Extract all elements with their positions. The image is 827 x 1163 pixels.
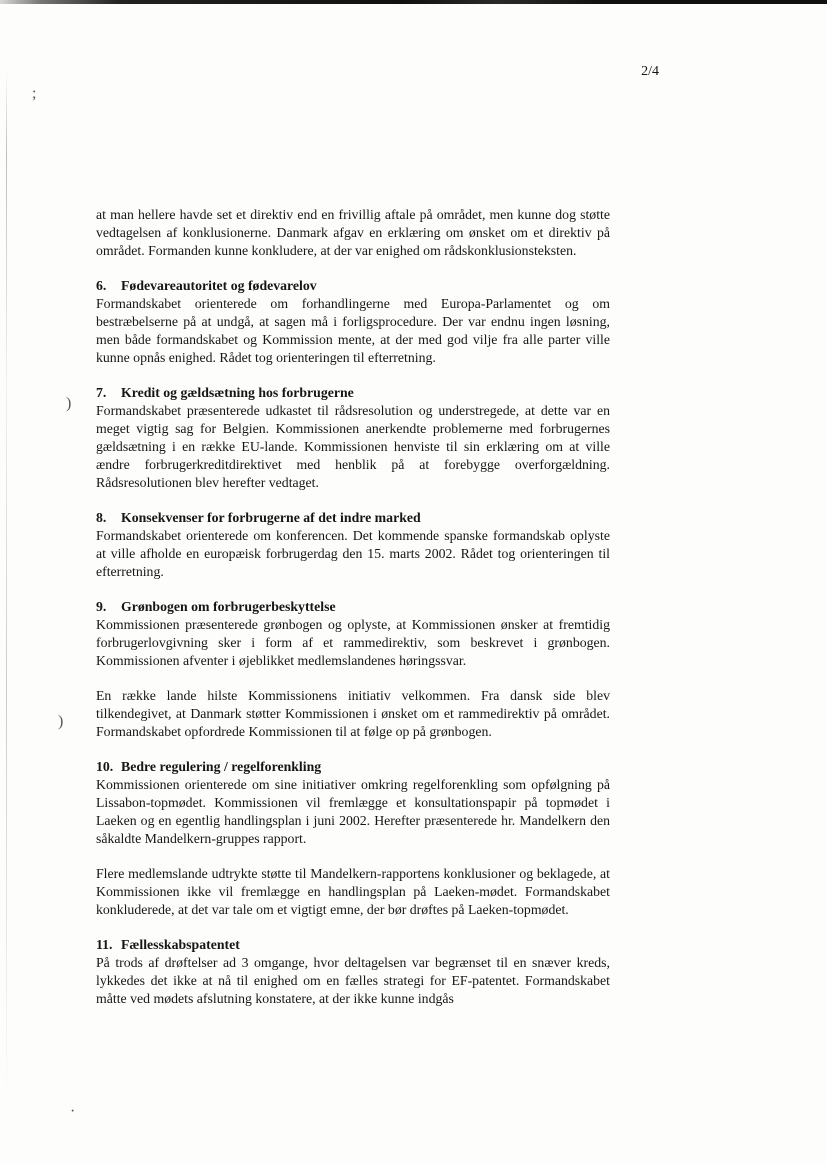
paragraph: En række lande hilste Kommissionens initiativ velkommen. Fra dansk side blev tilkendegivet, at Danmark støtter Kommissionen i ønsket om et rammedirektiv på området. Formandskabet opfordrede Kommissionen til at følge op på grønbogen. [96,688,610,739]
section-heading [96,758,610,776]
section-number: 10. [96,759,114,774]
paragraph: at man hellere havde set et direktiv end en frivillig aftale på området, men kunne dog støtte vedtagelsen af konklusionerne. Danmark afgav en erklæring om ønsket om et direktiv på området. Formanden kunne konkludere, at der var enighed om rådskonklusionsteksten. [96,207,610,258]
section-continuation [96,206,610,260]
binder-mark: ; [32,85,37,102]
section-heading [96,598,610,616]
scan-left-edge [6,70,7,1110]
section-title: Bedre regulering / regelforenkling [121,759,322,774]
section-number: 7. [96,385,107,400]
paragraph: Formandskabet præsenterede udkastet til rådsresolution og understregede, at dette var en meget vigtig sag for Belgien. Kommissionen anerkendte problemerne med forbrugernes gældsætning i en række EU-lande. Kommissionen henviste til sin erklæring om at ville ændre forbrugerkreditdirektivet med henblik på at forebygge overforgældning. Rådsresolutionen blev herefter vedtaget. [96,403,610,490]
scan-top-edge [0,0,827,4]
section-heading [96,277,610,295]
dot-mark: · [70,1103,76,1120]
section-title: Kredit og gældsætning hos forbrugerne [121,385,354,400]
section-9 [96,598,610,741]
paragraph: Formandskabet orienterede om konferencen. Det kommende spanske formandskab oplyste at ville afholde en europæisk forbrugerdag den 15. marts 2002. Rådet tog orienteringen til efterretning. [96,528,610,579]
section-title: Konsekvenser for forbrugerne af det indre marked [121,510,421,525]
section-title: Fællesskabspatentet [121,937,240,952]
section-7 [96,384,610,492]
section-8 [96,509,610,581]
paragraph: Flere medlemslande udtrykte støtte til Mandelkern-rapportens konklusioner og beklagede, at Kommissionen ikke vil fremlægge en handlingsplan på Laeken-mødet. Formandskabet konkluderede, at det var tale om et vigtigt emne, der bør drøftes på Laeken-topmødet. [96,866,610,917]
punch-hole-mark: ) [58,713,64,730]
section-number: 6. [96,278,107,293]
document-body [96,206,610,1008]
section-10 [96,758,610,919]
section-heading [96,384,610,402]
paragraph: Kommissionen orienterede om sine initiativer omkring regelforenkling som opfølgning på Lissabon-topmødet. Kommissionen vil fremlægge et konsultationspapir på topmødet i Laeken og en egentlig handlingsplan i juni 2002. Herefter præsenterede hr. Mandelkern den såkaldte Mandelkern-gruppes rapport. [96,777,610,846]
section-number: 11. [96,937,113,952]
punch-hole-mark: ) [66,395,72,412]
section-title: Fødevareautoritet og fødevarelov [121,278,317,293]
section-title: Grønbogen om forbrugerbeskyttelse [121,599,336,614]
paragraph: Formandskabet orienterede om forhandlingerne med Europa-Parlamentet og om bestræbelserne på at undgå, at sagen må i forligsprocedure. Der var endnu ingen løsning, men både formandskabet og Kommission mente, at der med god vilje fra alle parter ville kunne opnås enighed. Rådet tog orienteringen til efterretning. [96,296,610,365]
section-11 [96,936,610,1008]
section-number: 9. [96,599,107,614]
paragraph: Kommissionen præsenterede grønbogen og oplyste, at Kommissionen ønsker at fremtidig forbrugerlovgivning sker i form af et rammedirektiv, som beskrevet i grønbogen. Kommissionen afventer i øjeblikket medlemslandenes høringssvar. [96,617,610,668]
section-heading [96,509,610,527]
section-6 [96,277,610,367]
paragraph: På trods af drøftelser ad 3 omgange, hvor deltagelsen var begrænset til en snæver kreds, lykkedes det ikke at nå til enighed om en fælles strategi for EF-patentet. Formandskabet måtte ved mødets afslutning konstatere, at der ikke kunne indgås [96,955,610,1006]
section-heading [96,936,610,954]
page-number: 2/4 [641,64,659,79]
section-number: 8. [96,510,107,525]
